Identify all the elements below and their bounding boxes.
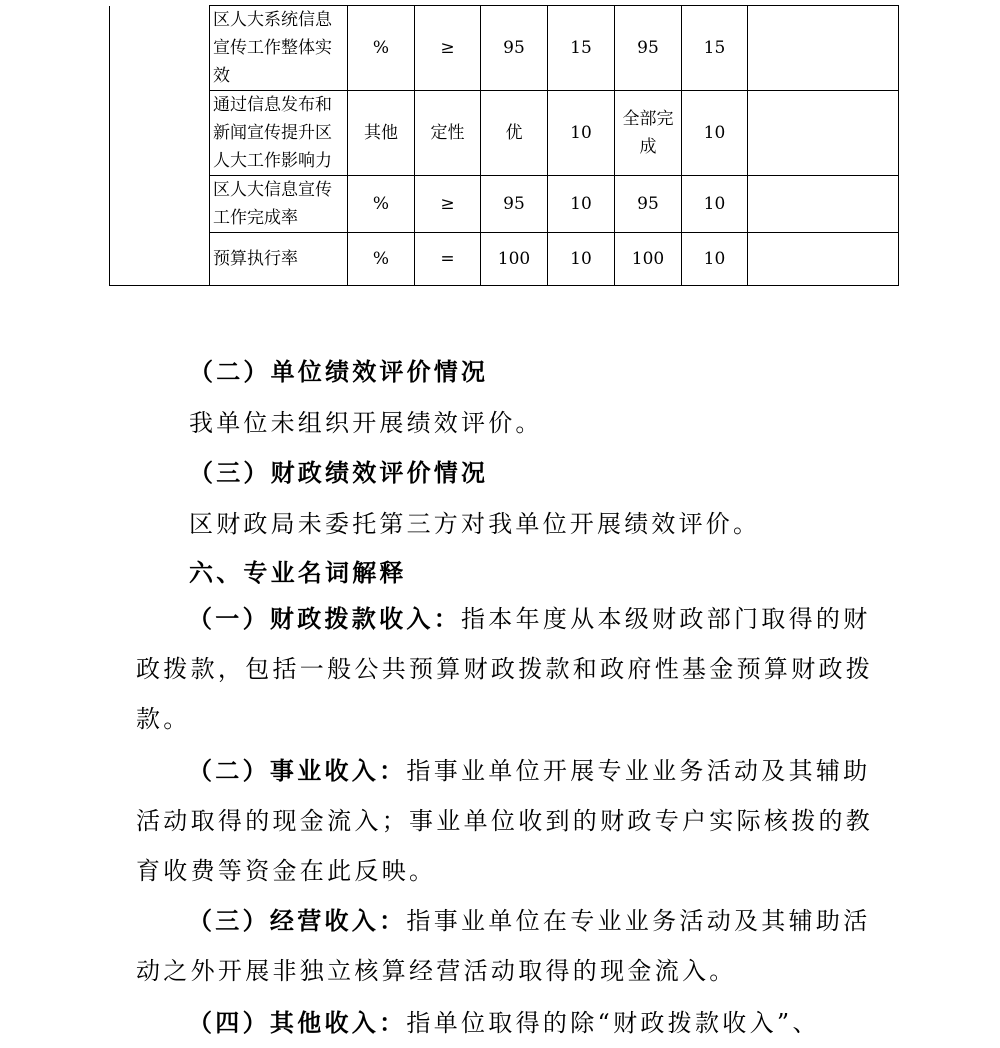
glossary-heading: 六、专业名词解释 [189,558,407,587]
score-cell: 15 [682,6,748,91]
target-cell: 100 [481,233,548,286]
glossary-definition: 活动取得的现金流入；事业单位收到的财政专户实际核拨的教 [136,807,874,835]
target-cell: 95 [481,176,548,233]
indicator-cell-line: 通过信息发布和 [213,95,332,115]
weight-cell: 10 [548,91,615,176]
finance-eval-text: 区财政局未委托第三方对我单位开展绩效评价。 [189,510,761,538]
glossary-definition: 款。 [136,705,191,733]
unit-cell: % [348,176,415,233]
operator-cell: ≥ [415,176,481,233]
operator-cell: 定性 [415,91,481,176]
indicator-cell-line: 工作完成率 [213,208,298,228]
actual-cell [615,91,682,176]
indicator-cell-line: 预算执行率 [213,249,298,269]
glossary-term: （一）财政拨款收入： [188,604,461,633]
glossary-definition: 政拨款，包括一般公共预算财政拨款和政府性基金预算财政拨 [136,655,874,683]
weight-cell: 10 [548,233,615,286]
actual-cell-line: 全部完 [622,109,674,129]
actual-cell [615,233,682,286]
table-row [110,176,899,233]
table-row [110,6,899,91]
note-cell [748,233,899,286]
unit-eval-heading: （二）单位绩效评价情况 [189,357,489,386]
glossary-term: （四）其他收入： [188,1008,407,1037]
glossary-fiscal-revenue [136,594,881,744]
table-row [110,91,899,176]
indicator-cell-line: 新闻宣传提升区 [213,123,332,143]
target-cell: 优 [481,91,548,176]
indicator-cell-line: 宣传工作整体实 [213,38,332,58]
operator-cell: ≥ [415,6,481,91]
glossary-other-revenue [136,998,881,1048]
indicator-cell-line: 区人大信息宣传 [213,180,332,200]
indicator-cell [210,6,348,91]
glossary-definition: 指单位取得的除“财政拨款收入”、 [406,1009,820,1037]
indicator-cell-line: 人大工作影响力 [213,151,332,171]
glossary-definition: 指本年度从本级财政部门取得的财 [461,605,871,633]
actual-cell-line: 100 [631,249,665,269]
glossary-definition: 指事业单位在专业业务活动及其辅助活 [406,907,871,935]
unit-cell: 其他 [348,91,415,176]
weight-cell: 10 [548,176,615,233]
glossary-definition: 指事业单位开展专业业务活动及其辅助 [406,757,871,785]
indicator-cell [210,176,348,233]
actual-cell [615,6,682,91]
glossary-operating-revenue [136,896,881,996]
indicator-cell-line: 效 [213,66,230,86]
actual-cell-line: 成 [639,137,657,157]
glossary-term: （三）经营收入： [188,906,407,935]
indicator-cell [210,233,348,286]
score-cell: 10 [682,91,748,176]
indicator-cell-line: 区人大系统信息 [213,10,332,30]
operator-cell: = [415,233,481,286]
finance-eval-heading: （三）财政绩效评价情况 [189,458,489,487]
category-cell [110,6,210,286]
glossary-definition: 动之外开展非独立核算经营活动取得的现金流入。 [136,957,737,985]
unit-eval-text: 我单位未组织开展绩效评价。 [189,409,543,437]
note-cell [748,91,899,176]
actual-cell-line: 95 [637,38,659,58]
unit-cell: % [348,233,415,286]
weight-cell: 15 [548,6,615,91]
performance-indicator-table [109,5,899,286]
score-cell: 10 [682,176,748,233]
table-row [110,233,899,286]
actual-cell-line: 95 [637,194,659,214]
glossary-definition: 育收费等资金在此反映。 [136,857,437,885]
target-cell: 95 [481,6,548,91]
glossary-business-revenue [136,746,881,896]
actual-cell [615,176,682,233]
glossary-term: （二）事业收入： [188,756,407,785]
note-cell [748,176,899,233]
note-cell [748,6,899,91]
unit-cell: % [348,6,415,91]
indicator-cell [210,91,348,176]
score-cell: 10 [682,233,748,286]
